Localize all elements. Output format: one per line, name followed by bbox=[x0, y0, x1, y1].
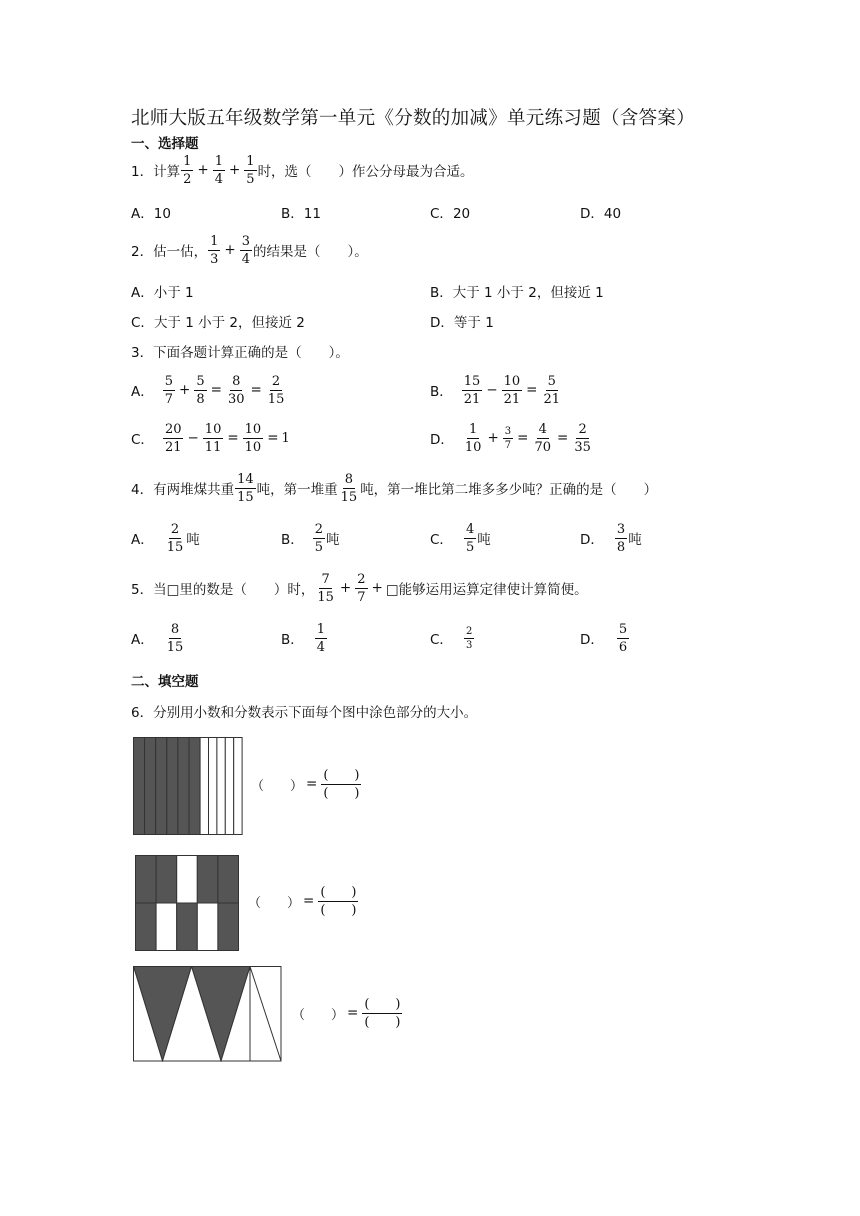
question-4 bbox=[131, 470, 657, 506]
denominator: 2 bbox=[183, 171, 192, 187]
option-a bbox=[131, 281, 194, 301]
fraction bbox=[355, 572, 367, 605]
denominator: 21 bbox=[463, 391, 481, 407]
option-c bbox=[430, 620, 475, 656]
denominator: 4 bbox=[214, 171, 223, 187]
fraction bbox=[615, 522, 627, 555]
fraction bbox=[165, 622, 186, 655]
equals: = bbox=[227, 430, 239, 446]
equals: = bbox=[526, 382, 538, 398]
numerator: 20 bbox=[164, 421, 182, 437]
operator: − bbox=[187, 430, 199, 446]
result-value: 1 bbox=[281, 430, 290, 446]
fraction bbox=[226, 374, 247, 407]
option-d bbox=[580, 620, 630, 656]
answer-blank-2[interactable] bbox=[248, 881, 359, 921]
denominator: 10 bbox=[464, 439, 482, 455]
numerator: 2 bbox=[465, 625, 473, 637]
denominator: 7 bbox=[504, 439, 512, 451]
numerator: 10 bbox=[503, 373, 521, 389]
denominator: 15 bbox=[317, 589, 334, 605]
numerator: 2 bbox=[271, 373, 281, 389]
denominator: 5 bbox=[314, 539, 324, 555]
denominator: 8 bbox=[196, 391, 205, 407]
option-label: D． bbox=[580, 632, 604, 648]
numerator: 3 bbox=[504, 425, 512, 437]
operator: + bbox=[224, 242, 236, 258]
denominator: 5 bbox=[465, 539, 475, 555]
option-text: 等于 1 bbox=[453, 315, 494, 331]
denominator: 5 bbox=[246, 171, 255, 187]
option-b bbox=[281, 520, 340, 556]
option-a bbox=[131, 520, 200, 556]
fraction bbox=[203, 422, 224, 455]
numerator: 10 bbox=[244, 421, 262, 437]
fraction bbox=[235, 472, 256, 505]
fraction bbox=[572, 422, 593, 455]
fraction bbox=[464, 522, 476, 555]
numerator: 2 bbox=[314, 521, 324, 537]
question-text: 估一估， bbox=[153, 244, 208, 260]
numerator-blank[interactable]: ( ) bbox=[364, 996, 401, 1012]
option-label: C． bbox=[430, 532, 453, 548]
numerator: 3 bbox=[241, 233, 250, 249]
option-d bbox=[430, 311, 494, 331]
denominator: 15 bbox=[237, 489, 254, 505]
option-label: A． bbox=[131, 285, 154, 301]
option-label: C． bbox=[430, 632, 453, 648]
denominator: 15 bbox=[340, 489, 358, 505]
equals: = bbox=[210, 382, 222, 398]
option-label: D． bbox=[430, 432, 454, 448]
equals: = bbox=[517, 430, 529, 446]
question-text: 吨，第一堆重 bbox=[256, 482, 338, 498]
numerator: 1 bbox=[316, 621, 326, 637]
operator: + bbox=[339, 580, 352, 596]
decimal-blank[interactable]: （ ） bbox=[248, 895, 301, 911]
denominator-blank[interactable]: ( ) bbox=[323, 785, 360, 801]
denominator: 70 bbox=[534, 439, 551, 455]
numerator: 8 bbox=[170, 621, 180, 637]
numerator-blank[interactable]: ( ) bbox=[323, 767, 360, 783]
fraction bbox=[194, 374, 206, 407]
denominator: 7 bbox=[164, 391, 174, 407]
numerator: 2 bbox=[578, 421, 587, 437]
option-label: D． bbox=[580, 206, 604, 222]
operator: + bbox=[487, 430, 499, 446]
operator: + bbox=[371, 580, 383, 596]
option-d bbox=[580, 520, 642, 556]
equals: = bbox=[303, 893, 315, 909]
unit-label: 吨 bbox=[628, 532, 642, 548]
option-label: A． bbox=[131, 206, 154, 222]
option-label: D． bbox=[580, 532, 604, 548]
option-a bbox=[131, 372, 287, 408]
option-label: B． bbox=[281, 532, 304, 548]
denominator: 15 bbox=[166, 639, 184, 655]
fraction bbox=[503, 426, 513, 451]
numerator: 3 bbox=[616, 521, 626, 537]
option-label: C． bbox=[131, 432, 154, 448]
fraction-blank[interactable] bbox=[362, 997, 402, 1030]
equals: = bbox=[347, 1005, 359, 1021]
denominator: 10 bbox=[244, 439, 262, 455]
option-text: 小于 1 bbox=[153, 285, 194, 301]
question-6 bbox=[131, 701, 477, 721]
fraction-blank[interactable] bbox=[321, 768, 361, 801]
option-label: A． bbox=[131, 632, 154, 648]
denominator: 4 bbox=[316, 639, 326, 655]
option-text: 20 bbox=[452, 206, 471, 222]
denominator-blank[interactable]: ( ) bbox=[320, 902, 357, 918]
equals: = bbox=[306, 776, 318, 792]
question-text: 的结果是（ ）。 bbox=[252, 244, 368, 260]
denominator: 8 bbox=[616, 539, 626, 555]
decimal-blank[interactable]: （ ） bbox=[251, 778, 304, 794]
option-b bbox=[430, 372, 563, 408]
option-c bbox=[430, 520, 491, 556]
denominator: 21 bbox=[543, 391, 561, 407]
denominator-blank[interactable]: ( ) bbox=[364, 1014, 401, 1030]
question-text: 时，选（ ）作公分母最为合适。 bbox=[257, 164, 474, 180]
option-a bbox=[131, 620, 186, 656]
fraction bbox=[313, 522, 325, 555]
denominator: 3 bbox=[465, 639, 473, 651]
numerator: 8 bbox=[232, 373, 241, 389]
numerator: 7 bbox=[321, 571, 330, 587]
numerator: 5 bbox=[618, 621, 628, 637]
equals: = bbox=[557, 430, 569, 446]
section-heading-choice: 一、选择题 bbox=[131, 136, 199, 152]
denominator: 4 bbox=[241, 251, 250, 267]
numerator: 1 bbox=[183, 153, 192, 169]
numerator: 2 bbox=[170, 521, 180, 537]
fraction bbox=[163, 422, 184, 455]
option-text: 10 bbox=[153, 206, 171, 222]
numerator: 5 bbox=[547, 373, 556, 389]
fraction bbox=[266, 374, 287, 407]
question-number: 1． bbox=[131, 164, 154, 180]
numerator: 5 bbox=[196, 373, 205, 389]
operator: + bbox=[228, 162, 241, 178]
figure-grid bbox=[135, 855, 240, 952]
fraction bbox=[617, 622, 629, 655]
answer-blank-3[interactable] bbox=[292, 993, 403, 1033]
option-label: B． bbox=[430, 384, 453, 400]
numerator: 1 bbox=[210, 233, 219, 249]
fraction bbox=[532, 422, 553, 455]
numerator: 4 bbox=[538, 421, 547, 437]
fraction bbox=[213, 154, 225, 187]
unit-label: 吨 bbox=[477, 532, 491, 548]
fraction bbox=[181, 154, 193, 187]
operator: − bbox=[486, 382, 498, 398]
question-text: 有两堆煤共重 bbox=[153, 482, 235, 498]
option-text: 11 bbox=[303, 206, 321, 222]
option-label: B． bbox=[281, 632, 304, 648]
question-text: □能够运用运算定律使计算简便。 bbox=[385, 582, 588, 598]
option-label: B． bbox=[430, 285, 453, 301]
fraction bbox=[165, 522, 186, 555]
option-text: 大于 1 小于 2，但接近 1 bbox=[452, 285, 604, 301]
denominator: 7 bbox=[357, 589, 366, 605]
numerator: 4 bbox=[465, 521, 475, 537]
fraction bbox=[243, 422, 264, 455]
question-number: 3． bbox=[131, 345, 154, 361]
fraction bbox=[163, 374, 175, 407]
question-text: 吨，第一堆比第二堆多多少吨？正确的是（ ） bbox=[360, 482, 658, 498]
question-text: 分别用小数和分数表示下面每个图中涂色部分的大小。 bbox=[153, 705, 478, 721]
denominator: 35 bbox=[574, 439, 591, 455]
option-b bbox=[430, 281, 604, 301]
fraction bbox=[315, 622, 327, 655]
numerator: 1 bbox=[214, 153, 223, 169]
operator: + bbox=[197, 162, 209, 178]
figure-triangles bbox=[133, 966, 283, 1062]
option-label: C． bbox=[430, 206, 453, 222]
numerator: 5 bbox=[164, 373, 174, 389]
option-b bbox=[281, 202, 321, 222]
option-label: A． bbox=[131, 532, 154, 548]
operator: + bbox=[179, 382, 191, 398]
fraction bbox=[315, 572, 336, 605]
denominator: 15 bbox=[166, 539, 184, 555]
question-number: 6． bbox=[131, 705, 154, 721]
question-text: 下面各题计算正确的是（ ）。 bbox=[153, 345, 349, 361]
question-3 bbox=[131, 341, 349, 361]
numerator: 8 bbox=[344, 471, 354, 487]
option-c bbox=[430, 202, 470, 222]
question-2 bbox=[131, 232, 368, 268]
page-title: 北师大版五年级数学第一单元《分数的加减》单元练习题（含答案） bbox=[131, 108, 696, 129]
denominator: 15 bbox=[267, 391, 285, 407]
option-c bbox=[131, 420, 290, 456]
fraction bbox=[462, 374, 483, 407]
denominator: 21 bbox=[503, 391, 521, 407]
fraction bbox=[541, 374, 562, 407]
numerator: 1 bbox=[246, 153, 255, 169]
fraction bbox=[463, 422, 484, 455]
numerator: 15 bbox=[463, 373, 481, 389]
unit-label: 吨 bbox=[186, 532, 200, 548]
denominator: 6 bbox=[618, 639, 628, 655]
fraction bbox=[464, 626, 474, 651]
denominator: 30 bbox=[227, 391, 245, 407]
answer-blank-1[interactable] bbox=[251, 764, 362, 804]
option-text: 40 bbox=[603, 206, 622, 222]
option-c bbox=[131, 311, 305, 331]
question-number: 2． bbox=[131, 244, 154, 260]
option-label: B． bbox=[281, 206, 304, 222]
denominator: 3 bbox=[210, 251, 219, 267]
fraction bbox=[244, 154, 256, 187]
numerator: 2 bbox=[357, 571, 366, 587]
figure-strips bbox=[133, 737, 243, 836]
numerator: 14 bbox=[237, 471, 254, 487]
fraction bbox=[502, 374, 523, 407]
equals: = bbox=[250, 382, 262, 398]
option-label: C． bbox=[131, 315, 154, 331]
fraction-blank[interactable] bbox=[318, 885, 358, 918]
section-heading-fill: 二、填空题 bbox=[131, 674, 199, 690]
unit-label: 吨 bbox=[326, 532, 340, 548]
denominator: 11 bbox=[204, 439, 222, 455]
numerator: 10 bbox=[204, 421, 222, 437]
fraction bbox=[240, 234, 252, 267]
question-5 bbox=[131, 570, 588, 606]
fraction bbox=[339, 472, 360, 505]
question-text: 计算 bbox=[153, 164, 181, 180]
equals: = bbox=[267, 430, 279, 446]
option-d bbox=[430, 420, 594, 456]
option-d bbox=[580, 202, 621, 222]
fraction bbox=[208, 234, 220, 267]
question-number: 5． bbox=[131, 582, 154, 598]
decimal-blank[interactable]: （ ） bbox=[292, 1007, 345, 1023]
option-a bbox=[131, 202, 171, 222]
question-number: 4． bbox=[131, 482, 154, 498]
numerator-blank[interactable]: ( ) bbox=[320, 884, 357, 900]
option-label: D． bbox=[430, 315, 454, 331]
numerator: 1 bbox=[469, 421, 478, 437]
option-label: A． bbox=[131, 384, 154, 400]
question-1 bbox=[131, 152, 474, 188]
option-b bbox=[281, 620, 328, 656]
option-text: 大于 1 小于 2，但接近 2 bbox=[153, 315, 305, 331]
question-text: 当□里的数是（ ）时， bbox=[153, 582, 315, 598]
denominator: 21 bbox=[164, 439, 182, 455]
